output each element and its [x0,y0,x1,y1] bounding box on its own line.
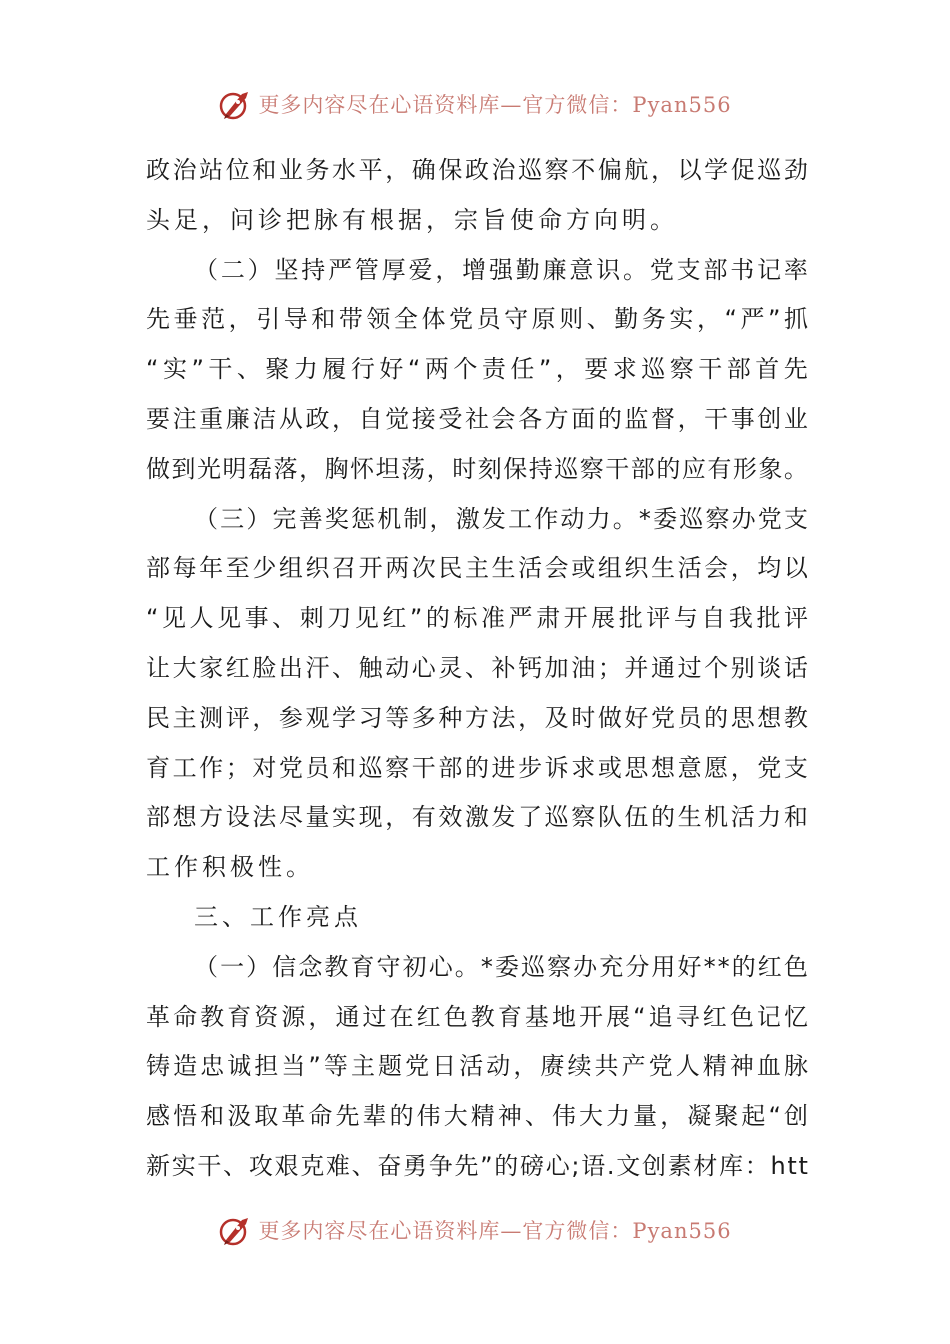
text-line: 要 注 重 廉 洁 从 政 ， 自 觉 接 受 社 会 各 方 面 的 监 督 ， 干 事 创 业 [146,404,808,433]
text-line: 民 主 测 评 ， 参 观 学 习 等 多 种 方 法 ， 及 时 做 好 党 员 的 思 想 教 [146,703,808,732]
watermark-text: 更多内容尽在心语资料库—官方微信：Pyan556 [258,1219,732,1243]
pen-nib-circle-icon [218,1212,254,1248]
text-line: 政 治 站 位 和 业 务 水 平 ， 确 保 政 治 巡 察 不 偏 航 ， 以 学 促 巡 劲 [146,156,808,184]
text-line: （ 二 ） 坚 持 严 管 厚 爱 ， 增 强 勤 廉 意 识 。 党 支 部 书 记 率 [194,255,808,284]
watermark-text: 更多内容尽在心语资料库—官方微信：Pyan556 [258,93,732,117]
text-line: 感 悟 和 汲 取 革 命 先 辈 的 伟 大 精 神 、 伟 大 力 量 ， 凝 聚 起 “ 创 [146,1102,808,1131]
text-line: 新 实 干 、 攻 艰 克 难 、 奋 勇 争 先 ” 的 磅 心 ; 语 . 文 创 素 材 库 ： h t t [146,1151,808,1180]
text-line: （ 一 ） 信 念 教 育 守 初 心 。 * 委 巡 察 办 充 分 用 好 * * 的 红 色 [194,952,808,981]
text-line: 头足，问诊把脉有根据，宗旨使命方向明。 [146,205,678,234]
text-line: 做 到 光 明 磊 落 ， 胸 怀 坦 荡 ， 时 刻 保 持 巡 察 干 部 的 应 有 形 象 。 [146,454,808,483]
watermark-footer [0,1210,950,1250]
text-line: 育 工 作 ； 对 党 员 和 巡 察 干 部 的 进 步 诉 求 或 思 想 意 愿 ， 党 支 [146,753,808,782]
text-line: “ 实 ” 干 、 聚 力 履 行 好 “ 两 个 责 任 ” ， 要 求 巡 察 干 部 首 先 [146,355,808,384]
text-line: 让 大 家 红 脸 出 汗 、 触 动 心 灵 、 补 钙 加 油 ； 并 通 过 个 别 谈 话 [146,653,808,682]
pen-nib-circle-icon [218,86,254,122]
text-line: （ 三 ） 完 善 奖 惩 机 制 ， 激 发 工 作 动 力 。 * 委 巡 察 办 党 支 [194,504,808,533]
text-line: 铸 造 忠 诚 担 当 ” 等 主 题 党 日 活 动 ， 赓 续 共 产 党 人 精 神 血 脉 [146,1052,808,1081]
text-line: “ 见 人 见 事 、 刺 刀 见 红 ” 的 标 准 严 肃 开 展 批 评 与 自 我 批 评 [146,604,808,633]
text-line: 部 想 方 设 法 尽 量 实 现 ， 有 效 激 发 了 巡 察 队 伍 的 生 机 活 力 和 [146,803,808,832]
document-body [146,146,808,1192]
watermark-header [0,84,950,124]
text-line: 工作积极性。 [146,853,314,882]
text-line: 革 命 教 育 资 源 ， 通 过 在 红 色 教 育 基 地 开 展 “ 追 寻 红 色 记 忆 [146,1002,808,1031]
text-line: 先 垂 范 ， 引 导 和 带 领 全 体 党 员 守 原 则 、 勤 务 实 ， “ 严 ” 抓 [146,305,808,334]
text-line: 三、工作亮点 [194,902,362,931]
text-line: 部 每 年 至 少 组 织 召 开 两 次 民 主 生 活 会 或 组 织 生 活 会 ， 均 以 [146,554,808,583]
